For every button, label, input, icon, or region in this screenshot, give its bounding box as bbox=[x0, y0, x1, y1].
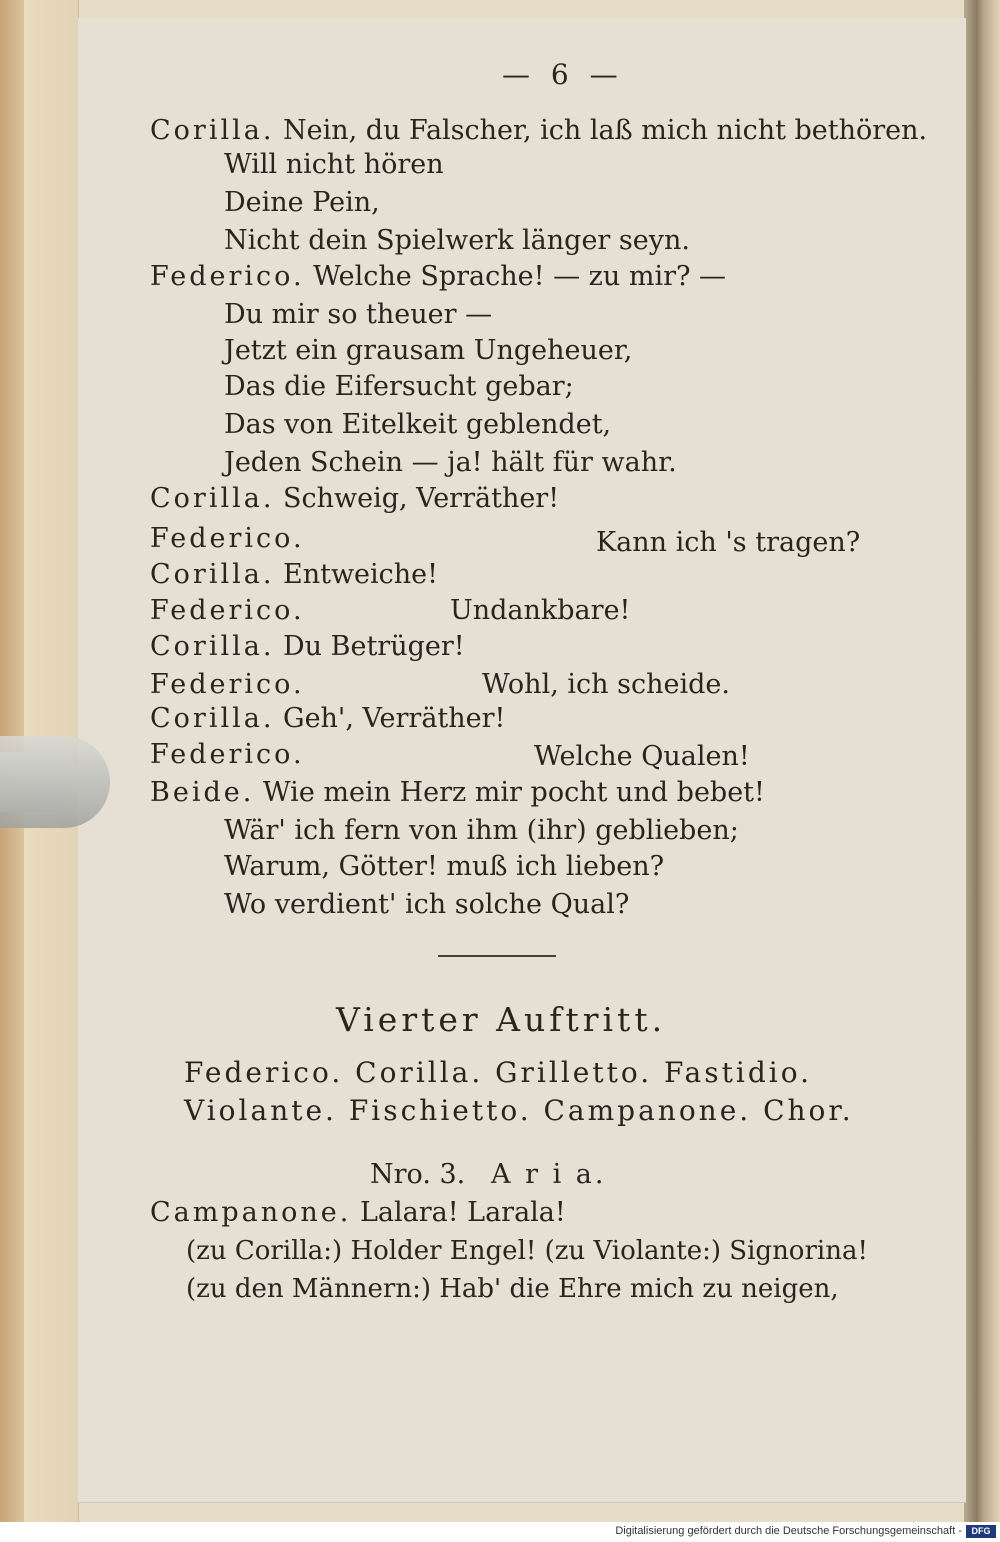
section-divider bbox=[438, 955, 556, 957]
number-title: A r i a. bbox=[491, 1159, 607, 1190]
line-text: Deine Pein, bbox=[224, 187, 380, 218]
funding-credit: Digitalisierung gefördert durch die Deutsche Forschungsgemeinschaft - bbox=[615, 1525, 962, 1537]
dialogue-line bbox=[224, 370, 574, 404]
cast-line: Violante. Fischietto. Campanone. Chor. bbox=[184, 1094, 854, 1127]
line-text: Das die Eifersucht gebar; bbox=[224, 371, 574, 402]
speaker-name: Federico. bbox=[150, 669, 305, 700]
speaker-name: Campanone. bbox=[150, 1197, 352, 1228]
line-text: Das von Eitelkeit geblendet, bbox=[224, 409, 612, 440]
scene-heading: Vierter Auftritt. bbox=[336, 1000, 667, 1039]
line-text: Welche Qualen! bbox=[534, 741, 750, 772]
dialogue-line bbox=[186, 1234, 868, 1268]
line-text: Wo verdient' ich solche Qual? bbox=[224, 889, 630, 920]
speaker-name: Federico. bbox=[150, 261, 305, 292]
speaker-name: Federico. bbox=[150, 523, 305, 554]
line-text: Wär' ich fern von ihm (ihr) geblieben; bbox=[224, 815, 739, 846]
speaker-name: Corilla. bbox=[150, 115, 275, 146]
line-text: Jeden Schein — ja! hält für wahr. bbox=[224, 447, 677, 478]
dialogue-line bbox=[150, 668, 305, 702]
speaker-name: Federico. bbox=[150, 595, 305, 626]
dialogue-line-right bbox=[534, 740, 750, 774]
paper-clip bbox=[0, 736, 110, 828]
dialogue-line-right bbox=[596, 526, 860, 560]
dialogue-line bbox=[224, 814, 739, 848]
speaker-name: Beide. bbox=[150, 777, 255, 808]
cast-line: Federico. Corilla. Grilletto. Fastidio. bbox=[184, 1056, 812, 1089]
dialogue-line bbox=[150, 594, 305, 628]
dialogue-line bbox=[224, 148, 444, 182]
line-text: Nein, du Falscher, ich laß mich nicht bethören. bbox=[283, 115, 928, 146]
line-text: Lalara! Larala! bbox=[359, 1197, 566, 1228]
musical-number bbox=[370, 1158, 606, 1192]
dialogue-line bbox=[224, 888, 629, 922]
dialogue-line bbox=[150, 522, 305, 556]
line-text: Kann ich 's tragen? bbox=[596, 527, 861, 558]
line-text: Geh', Verräther! bbox=[283, 703, 506, 734]
dialogue-line bbox=[224, 446, 677, 480]
dialogue-line bbox=[150, 558, 438, 592]
line-text: Will nicht hören bbox=[224, 149, 444, 180]
line-text: Welche Sprache! — zu mir? — bbox=[313, 261, 727, 292]
dialogue-line bbox=[150, 114, 927, 148]
dialogue-line bbox=[224, 850, 664, 884]
dialogue-line bbox=[150, 630, 465, 664]
book-page bbox=[78, 18, 966, 1503]
page-number: — 6 — bbox=[502, 58, 624, 91]
line-text: (zu Corilla:) Holder Engel! (zu Violante:) Signorina! bbox=[186, 1236, 868, 1266]
dialogue-line bbox=[224, 186, 380, 220]
line-text: Du Betrüger! bbox=[283, 631, 465, 662]
dialogue-line bbox=[150, 776, 765, 810]
dialogue-line bbox=[224, 298, 492, 332]
line-text: Wie mein Herz mir pocht und bebet! bbox=[262, 777, 765, 808]
number-label: Nro. 3. bbox=[370, 1159, 466, 1190]
line-text: (zu den Männern:) Hab' die Ehre mich zu neigen, bbox=[186, 1274, 839, 1304]
speaker-name: Corilla. bbox=[150, 483, 275, 514]
page-gutter-shadow bbox=[964, 0, 1000, 1522]
dialogue-line bbox=[150, 482, 559, 516]
speaker-name: Corilla. bbox=[150, 559, 275, 590]
dfg-logo: DFG bbox=[966, 1525, 996, 1538]
speaker-name: Corilla. bbox=[150, 703, 275, 734]
speaker-name: Corilla. bbox=[150, 631, 275, 662]
dialogue-line bbox=[224, 224, 690, 258]
dialogue-line bbox=[224, 334, 632, 368]
dialogue-line bbox=[150, 738, 305, 772]
footer-bar bbox=[0, 1522, 1000, 1542]
line-text: Nicht dein Spielwerk länger seyn. bbox=[224, 225, 690, 256]
dialogue-line bbox=[186, 1272, 839, 1306]
line-text: Undankbare! bbox=[450, 595, 631, 626]
line-text: Jetzt ein grausam Ungeheuer, bbox=[224, 335, 633, 366]
speaker-name: Federico. bbox=[150, 739, 305, 770]
line-text: Schweig, Verräther! bbox=[283, 483, 560, 514]
line-text: Warum, Götter! muß ich lieben? bbox=[224, 851, 665, 882]
dialogue-line bbox=[150, 260, 726, 294]
dialogue-line-right bbox=[482, 668, 730, 702]
dialogue-line bbox=[150, 1196, 566, 1230]
line-text: Entweiche! bbox=[283, 559, 439, 590]
dialogue-line bbox=[224, 408, 611, 442]
line-text: Wohl, ich scheide. bbox=[482, 669, 730, 700]
dialogue-line-right bbox=[450, 594, 630, 628]
dialogue-line bbox=[150, 702, 505, 736]
line-text: Du mir so theuer — bbox=[224, 299, 493, 330]
